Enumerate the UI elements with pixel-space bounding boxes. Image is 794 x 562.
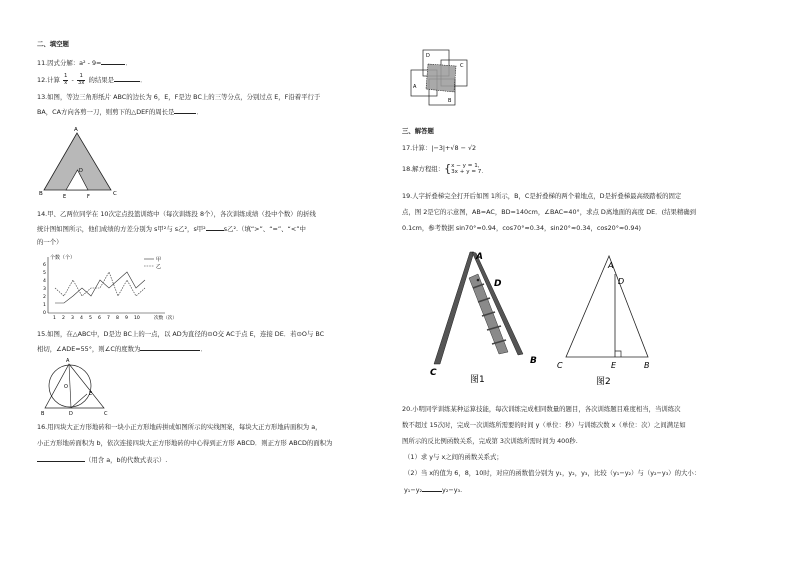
label-B: B <box>41 411 45 417</box>
y-tick-label: 0 <box>43 311 46 316</box>
ladder-label-C: C <box>430 368 437 378</box>
triangle-figure-2 <box>556 250 666 390</box>
question-20-line3: 图所示的反比例函数关系，完成第 3次训练所需时间为 400秒. <box>402 437 578 445</box>
question-20-part2-line2: y₁−y₂ y₂−y₃. <box>404 486 463 494</box>
answer-blank-20 <box>422 485 442 492</box>
ladder-label-D: D <box>494 279 502 289</box>
vertex-label-C: C <box>113 191 117 197</box>
x-tick-label: 10 <box>134 316 140 321</box>
question-14-line2: 统计图如图所示，他们成绩的方差分别为 s甲²与 s乙²，s甲² s乙².（填“>”、“=”、“<”中 <box>37 225 306 233</box>
square-tiles-figure-16 <box>404 46 476 108</box>
question-20-line2: 数不超过 15次时，完成一次训练所需要的时间 y（单位：秒）与训练次数 x（单位：次）之间满足如 <box>402 421 686 429</box>
section-title-fill-in: 二、填空题 <box>37 40 69 48</box>
legend-yi: 乙 <box>156 264 162 270</box>
vertex-label-B: B <box>39 191 43 197</box>
fig2-label-B: B <box>644 361 650 370</box>
figure-2-caption: 图2 <box>596 377 611 387</box>
x-tick-label: 4 <box>80 316 83 321</box>
ladder-figure-1 <box>426 244 546 384</box>
x-tick-label: 8 <box>116 316 119 321</box>
fraction-2: $\frac{1}{3x}$ <box>77 73 85 86</box>
legend-jia: 甲 <box>156 257 162 263</box>
x-tick-label: 6 <box>98 316 101 321</box>
question-13-line1: 13.如图，等边三角形纸片 ABC的边长为 6，E，F是边 BC上的三等分点，分别过点 E，F沿着平行于 <box>37 93 321 101</box>
x-tick-label: 7 <box>107 316 110 321</box>
question-15-line2: 相切，∠ADE=55°，则∠C的度数为 ． <box>37 345 207 353</box>
label-C: C <box>104 411 108 417</box>
fig2-label-C: C <box>557 361 563 370</box>
question-19-line1: 19.人字折叠梯完全打开后如图 1所示，B，C是折叠梯的两个着地点，D是折叠梯最高级踏板的固定 <box>402 192 682 200</box>
tile-label-D: D <box>426 53 430 59</box>
question-20-part1: （1）求 y与 x之间的函数关系式； <box>404 453 503 461</box>
fig2-label-E: E <box>611 361 617 370</box>
question-19-line3: 0.1cm，参考数据 sin70°≈0.94，cos70°≈0.34，sin20°≈0.34，cos20°≈0.94) <box>402 224 642 232</box>
answer-blank-14 <box>206 224 224 231</box>
question-20-part2: （2）当 x的值为 6，8，10时，对应的函数值分别为 y₁，y₂，y₃，比较（y₁−y₂）与（y₂−y₃）的大小： <box>404 469 701 477</box>
question-20-line1: 20.小明同学训练某种运算技能，每次训练完成相同数量的题目，各次训练题目难度相当，当训练次 <box>402 405 681 413</box>
vertex-label-E: E <box>63 194 67 200</box>
equation-brace: { <box>444 162 452 175</box>
fraction-1: $\frac{1}{x}$ <box>64 73 68 86</box>
chart-xlabel: 次数（次） <box>154 316 177 321</box>
y-tick-label: 5 <box>43 271 46 276</box>
answer-blank-12 <box>114 75 140 82</box>
vertex-label-F: F <box>87 194 90 200</box>
x-tick-label: 2 <box>62 316 65 321</box>
question-16-line3: （用含 a，b的代数式表示）. <box>37 455 167 464</box>
answer-blank-15 <box>140 344 200 351</box>
y-tick-label: 4 <box>43 279 46 284</box>
tile-label-A: A <box>413 84 417 90</box>
question-16-line2: 小正方形地砖面积为 b，依次连接四块大正方形地砖的中心得到正方形 ABCD．则正方形 ABCD的面积为 <box>37 439 333 447</box>
fig2-label-D: D <box>618 277 625 286</box>
vertex-label-D: D <box>79 168 83 174</box>
y-tick-label: 6 <box>43 263 46 268</box>
y-tick-label: 1 <box>43 303 46 308</box>
tile-label-B: B <box>448 98 452 104</box>
question-19-line2: 点，图 2是它的示意图，AB=AC，BD=140cm，∠BAC=40°，求点 D离地面的高度 DE．(结果精确到 <box>402 208 697 216</box>
question-14-line1: 14.甲、乙两位同学在 10次定点投篮训练中（每次训练投 8个），各次训练成绩（投中个数）的折线 <box>37 210 316 218</box>
label-D: D <box>69 411 73 417</box>
ladder-label-B: B <box>530 356 537 366</box>
tile-label-C: C <box>460 63 464 69</box>
chart-ylabel: 个数（个） <box>50 255 76 261</box>
question-14-line3: 的一个） <box>37 238 63 246</box>
x-tick-label: 1 <box>53 316 56 321</box>
line-chart-14 <box>40 250 180 322</box>
label-E: E <box>89 391 93 397</box>
fig2-label-A: A <box>608 261 614 270</box>
x-tick-label: 3 <box>71 316 74 321</box>
triangle-figure-13 <box>38 124 128 200</box>
answer-blank-11 <box>101 58 125 65</box>
vertex-label-A: A <box>74 127 78 133</box>
question-11: 11.因式分解：a² - 9= ． <box>37 59 132 67</box>
label-A: A <box>66 358 70 364</box>
answer-blank-16 <box>37 455 85 462</box>
equation-system: x − y = 1, 3x + y = 7. <box>451 163 484 175</box>
question-13-line2: BA，CA方向各剪一刀，则剪下的△DEF的周长是 ． <box>37 108 203 116</box>
question-16-line1: 16.用四块大正方形地砖和一块小正方形地砖拼成如图所示的实线图案，每块大正方形地砖面积为 a， <box>37 423 322 431</box>
question-18: 18.解方程组：{ x − y = 1, 3x + y = 7. <box>402 162 484 175</box>
figure-1-caption: 图1 <box>470 375 485 385</box>
section-title-answer: 三、解答题 <box>402 127 434 135</box>
ladder-label-A: A <box>476 252 483 262</box>
y-tick-label: 2 <box>43 295 46 300</box>
circle-figure-15 <box>40 358 110 418</box>
question-17: 17.计算：|−3|+√8 − √2 <box>402 144 477 152</box>
label-O: O <box>64 384 68 390</box>
question-12: 12.计算 $\frac{1}{x}$ - $\frac{1}{3x}$ 的结果是 ． <box>37 73 147 86</box>
question-15-line1: 15.如图，在△ABC中，D是边 BC上的一点，以 AD为直径的⊙O交 AC于点 E，连接 DE．若⊙O与 BC <box>37 330 325 338</box>
answer-blank-13 <box>174 107 196 114</box>
y-tick-label: 3 <box>43 287 46 292</box>
x-tick-label: 5 <box>89 316 92 321</box>
x-tick-label: 9 <box>125 316 128 321</box>
